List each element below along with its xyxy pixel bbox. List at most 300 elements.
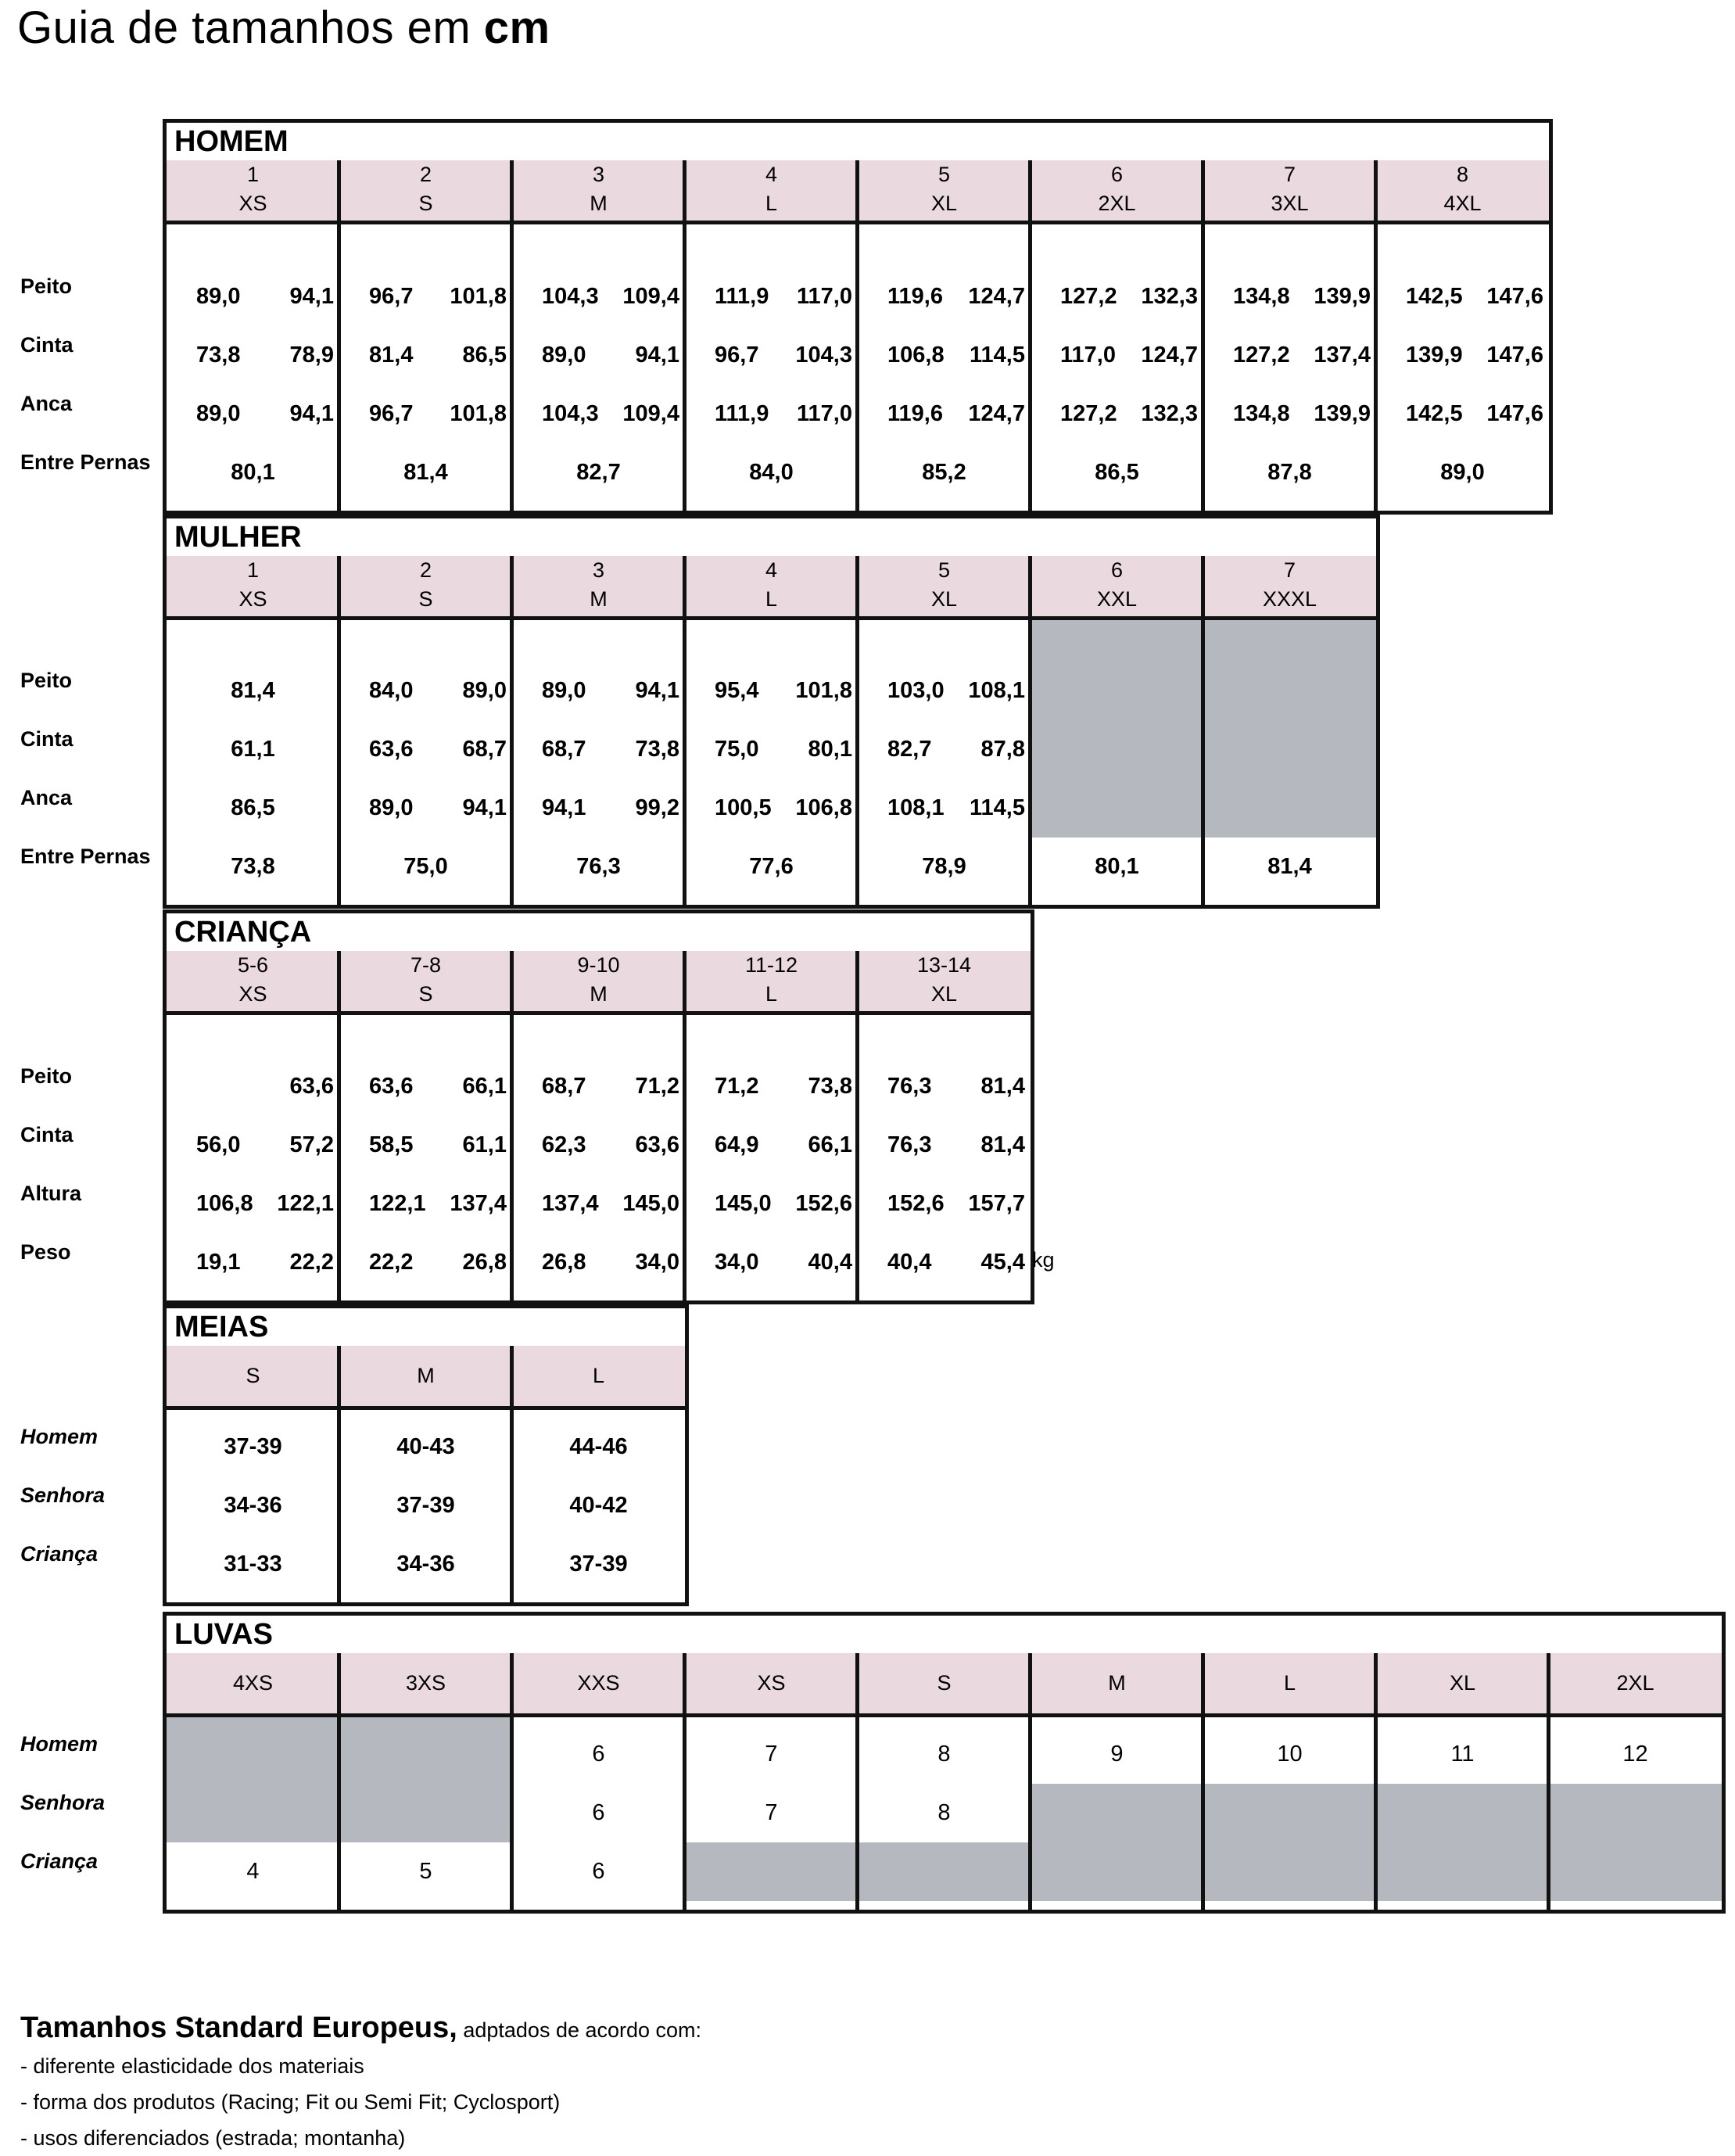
size-header-cell [685, 556, 858, 616]
size-header-cell: S [246, 1364, 260, 1387]
size-value-max: 147,6 [1486, 343, 1543, 368]
size-value-max: 81,4 [980, 1132, 1025, 1157]
size-value: 61,1 [231, 737, 275, 762]
size-value: 7 [765, 1800, 778, 1825]
size-header-cell: 4XS [232, 1671, 274, 1695]
size-header-cell [858, 951, 1031, 1011]
size-header-cell: XXS [577, 1671, 620, 1695]
size-value-min: 40,4 [887, 1250, 932, 1275]
meias-size-header [167, 1346, 685, 1410]
size-value-min: 100,5 [715, 795, 772, 820]
size-value: 80,1 [231, 460, 275, 485]
size-header-cell [339, 556, 512, 616]
size-value-max: 124,7 [968, 401, 1025, 426]
size-value-min: 82,7 [887, 737, 932, 762]
size-header-cell [858, 160, 1031, 221]
size-value-min: 127,2 [1060, 284, 1117, 309]
unavailable-cell [167, 1784, 339, 1842]
size-value: 81,4 [403, 460, 448, 485]
unavailable-cell [339, 1717, 512, 1784]
size-value-min: 142,5 [1406, 401, 1463, 426]
size-value-max: 104,3 [795, 343, 852, 368]
size-number: 1 [246, 163, 260, 186]
size-value: 6 [592, 1742, 605, 1767]
size-value-min: 89,0 [369, 795, 414, 820]
size-value-max: 132,3 [1141, 401, 1198, 426]
unavailable-cell [1203, 779, 1376, 838]
column-divider [1201, 160, 1205, 511]
size-header-cell: XL [1449, 1671, 1476, 1695]
size-value-max: 132,3 [1141, 284, 1198, 309]
size-value: 6 [592, 1859, 605, 1884]
size-value-max: 139,9 [1314, 284, 1371, 309]
unavailable-cell [858, 1842, 1031, 1901]
size-header-cell [1203, 556, 1376, 616]
size-number: 9-10 [577, 953, 620, 977]
size-header-cell [339, 160, 512, 221]
size-number: 7 [1283, 163, 1296, 186]
size-value-max: 66,1 [462, 1074, 507, 1099]
size-value: 5 [419, 1859, 432, 1884]
size-value: 40-43 [396, 1434, 455, 1459]
size-value-min: 62,3 [542, 1132, 586, 1157]
size-value: 77,6 [749, 854, 794, 879]
mulher-table [163, 515, 1380, 909]
size-value-min: 96,7 [369, 401, 414, 426]
size-value-min: 152,6 [887, 1191, 945, 1216]
size-header-cell [1031, 556, 1203, 616]
size-value-min: 134,8 [1233, 284, 1290, 309]
unavailable-cell [1203, 720, 1376, 779]
unavailable-cell [1031, 620, 1203, 720]
size-number: 3 [592, 163, 605, 186]
mulher-table-title: MULHER [174, 521, 302, 554]
mulher-size-header [167, 556, 1376, 620]
size-value-max: 94,1 [462, 795, 507, 820]
size-letter: XXL [1096, 587, 1138, 611]
size-value-max: 68,7 [462, 737, 507, 762]
size-value-min: 103,0 [887, 678, 945, 703]
size-value-max: 99,2 [635, 795, 679, 820]
size-value: 4 [246, 1859, 260, 1884]
size-value-max: 109,4 [622, 284, 679, 309]
size-value-max: 101,8 [795, 678, 852, 703]
size-value-min: 84,0 [369, 678, 414, 703]
size-value: 7 [765, 1742, 778, 1767]
column-divider [1374, 160, 1378, 511]
size-number: 2 [419, 163, 432, 186]
size-value-min: 34,0 [715, 1250, 759, 1275]
size-header-cell [1203, 160, 1376, 221]
size-value: 86,5 [1095, 460, 1139, 485]
size-letter: XL [930, 192, 958, 215]
column-divider [855, 1653, 859, 1910]
size-value-min: 68,7 [542, 1074, 586, 1099]
row-label: Altura [20, 1182, 82, 1205]
size-value-min: 96,7 [715, 343, 759, 368]
size-value-max: 34,0 [635, 1250, 679, 1275]
size-header-cell: M [417, 1364, 435, 1387]
size-value-min: 26,8 [542, 1250, 586, 1275]
size-value-min: 63,6 [369, 737, 414, 762]
size-number: 7-8 [410, 953, 442, 977]
size-value: 31-33 [224, 1552, 282, 1577]
size-value-max: 114,5 [970, 795, 1025, 820]
size-value: 80,1 [1095, 854, 1139, 879]
size-value-min: 22,2 [369, 1250, 414, 1275]
size-value-max: 87,8 [980, 737, 1025, 762]
size-value-max: 152,6 [795, 1191, 852, 1216]
luvas-table-title: LUVAS [174, 1618, 273, 1651]
size-header-cell [685, 160, 858, 221]
size-header-cell: S [937, 1671, 952, 1695]
unavailable-cell [1031, 1842, 1203, 1901]
size-value-max: 124,7 [1141, 343, 1198, 368]
meias-table [163, 1304, 689, 1606]
size-value-min: 127,2 [1233, 343, 1290, 368]
size-value-min: 95,4 [715, 678, 759, 703]
size-value-min: 134,8 [1233, 401, 1290, 426]
column-divider [1547, 1653, 1550, 1910]
size-value: 73,8 [231, 854, 275, 879]
size-value-max: 89,0 [462, 678, 507, 703]
size-letter: S [418, 587, 433, 611]
row-label: Criança [20, 1542, 99, 1566]
column-divider [855, 160, 859, 511]
size-number: 2 [419, 558, 432, 582]
size-value: 44-46 [569, 1434, 628, 1459]
page-title-text: Guia de tamanhos em [17, 2, 471, 53]
size-value-max: 94,1 [635, 678, 679, 703]
size-value-min: 89,0 [542, 343, 586, 368]
size-value: 8 [937, 1742, 951, 1767]
footer-line: - forma dos produtos (Racing; Fit ou Semi Fit; Cyclosport) [20, 2090, 561, 2114]
size-value-min: 75,0 [715, 737, 759, 762]
size-value-min: 89,0 [542, 678, 586, 703]
column-divider [510, 951, 514, 1300]
size-value-min: 19,1 [196, 1250, 241, 1275]
size-value-max: 137,4 [1314, 343, 1371, 368]
size-value-max: 63,6 [635, 1132, 679, 1157]
size-value: 9 [1110, 1742, 1124, 1767]
size-value-max: 124,7 [968, 284, 1025, 309]
unavailable-cell [1031, 779, 1203, 838]
footer-heading-rest: adptados de acordo com: [457, 2018, 702, 2042]
size-number: 5 [937, 163, 951, 186]
size-value-max: 101,8 [450, 284, 507, 309]
size-letter: M [590, 192, 608, 215]
meias-table-title: MEIAS [174, 1311, 269, 1343]
size-header-cell [512, 951, 685, 1011]
column-divider [1374, 1653, 1378, 1910]
size-letter: 2XL [1098, 192, 1136, 215]
size-value-max: 145,0 [622, 1191, 679, 1216]
size-value: 87,8 [1267, 460, 1312, 485]
size-value: 11 [1450, 1742, 1475, 1767]
size-letter: XS [238, 192, 267, 215]
size-letter: XS [238, 982, 267, 1006]
size-value: 85,2 [922, 460, 966, 485]
size-value-max: 94,1 [635, 343, 679, 368]
luvas-table [163, 1612, 1726, 1914]
luvas-size-header [167, 1653, 1722, 1717]
size-letter: XL [930, 587, 958, 611]
footer-heading: Tamanhos Standard Europeus, [20, 2011, 457, 2044]
size-value-max: 157,7 [968, 1191, 1025, 1216]
unavailable-cell [1203, 1784, 1376, 1842]
size-value-min: 111,9 [715, 401, 769, 426]
size-value-min: 73,8 [196, 343, 241, 368]
size-letter: 3XL [1271, 192, 1309, 215]
column-divider [337, 951, 341, 1300]
size-header-cell: 3XS [405, 1671, 446, 1695]
homem-table-title: HOMEM [174, 125, 289, 158]
size-value-min: 142,5 [1406, 284, 1463, 309]
size-value-max: 101,8 [450, 401, 507, 426]
size-number: 5-6 [237, 953, 269, 977]
size-value: 81,4 [231, 678, 275, 703]
size-value: 6 [592, 1800, 605, 1825]
size-letter: XL [930, 982, 958, 1006]
size-value-max: 106,8 [795, 795, 852, 820]
row-label: Peito [20, 669, 73, 692]
size-header-cell [512, 556, 685, 616]
column-divider [1201, 1653, 1205, 1910]
size-header-cell: XS [757, 1671, 786, 1695]
size-header-cell: 2XL [1616, 1671, 1654, 1695]
unavailable-cell [685, 1842, 858, 1901]
footer-line: - diferente elasticidade dos materiais [20, 2054, 364, 2078]
size-number: 5 [937, 558, 951, 582]
size-number: 1 [246, 558, 260, 582]
size-value-min: 56,0 [196, 1132, 241, 1157]
size-header-cell [858, 556, 1031, 616]
row-label: Homem [20, 1732, 99, 1756]
footer-line: - usos diferenciados (estrada; montanha) [20, 2126, 406, 2150]
column-divider [683, 160, 686, 511]
size-header-cell [167, 556, 339, 616]
size-header-cell [167, 951, 339, 1011]
size-letter: XS [238, 587, 267, 611]
size-header-cell: L [592, 1364, 605, 1387]
column-divider [510, 160, 514, 511]
size-value-min: 139,9 [1406, 343, 1463, 368]
size-value-max: 78,9 [289, 343, 334, 368]
crianca-size-header [167, 951, 1031, 1015]
size-header-cell [339, 951, 512, 1011]
size-value: 86,5 [231, 795, 275, 820]
size-value: 37-39 [224, 1434, 282, 1459]
size-number: 3 [592, 558, 605, 582]
row-label: Senhora [20, 1791, 106, 1814]
size-letter: L [765, 587, 778, 611]
size-value-max: 66,1 [808, 1132, 852, 1157]
size-value: 37-39 [396, 1493, 455, 1518]
homem-table [163, 119, 1553, 515]
size-value: 89,0 [1440, 460, 1485, 485]
crianca-title-row [167, 913, 1031, 955]
size-value-max: 94,1 [289, 284, 334, 309]
size-value-min: 68,7 [542, 737, 586, 762]
size-value: 40-42 [569, 1493, 628, 1518]
size-number: 4 [765, 558, 778, 582]
unavailable-cell [1549, 1842, 1722, 1901]
column-divider [683, 556, 686, 905]
size-value-min: 94,1 [542, 795, 586, 820]
row-label: Senhora [20, 1483, 106, 1507]
size-value-max: 73,8 [808, 1074, 852, 1099]
size-value-min: 64,9 [715, 1132, 759, 1157]
size-value-max: 86,5 [462, 343, 507, 368]
size-number: 13-14 [916, 953, 972, 977]
size-value-min: 58,5 [369, 1132, 414, 1157]
size-value-max: 114,5 [970, 343, 1025, 368]
size-value-min: 71,2 [715, 1074, 759, 1099]
size-header-cell [1031, 160, 1203, 221]
row-label: Peito [20, 1064, 73, 1088]
size-value: 82,7 [576, 460, 621, 485]
size-value-max: 122,1 [277, 1191, 334, 1216]
size-letter: S [418, 982, 433, 1006]
homem-title-row [167, 123, 1549, 164]
unavailable-cell [1031, 1784, 1203, 1842]
size-value-max: 81,4 [980, 1074, 1025, 1099]
crianca-table-title: CRIANÇA [174, 916, 312, 949]
size-letter: M [590, 587, 608, 611]
column-divider [1201, 556, 1205, 905]
size-value: 34-36 [224, 1493, 282, 1518]
size-value: 12 [1622, 1742, 1648, 1767]
size-value: 81,4 [1267, 854, 1312, 879]
size-value-min: 106,8 [196, 1191, 253, 1216]
row-label: Criança [20, 1849, 99, 1873]
mulher-title-row [167, 518, 1376, 560]
size-value-max: 73,8 [635, 737, 679, 762]
size-value-max: 147,6 [1486, 284, 1543, 309]
size-value-min: 127,2 [1060, 401, 1117, 426]
size-value-min: 145,0 [715, 1191, 772, 1216]
row-label: Cinta [20, 333, 73, 357]
column-divider [337, 556, 341, 905]
size-number: 11-12 [744, 953, 798, 977]
unit-kg-label: kg [1032, 1248, 1055, 1272]
size-letter: M [590, 982, 608, 1006]
size-value-min: 108,1 [887, 795, 945, 820]
size-value-min: 81,4 [369, 343, 414, 368]
size-value-max: 109,4 [622, 401, 679, 426]
unavailable-cell [1203, 620, 1376, 720]
size-value-min: 89,0 [196, 284, 241, 309]
row-label: Anca [20, 786, 73, 809]
size-value-max: 61,1 [462, 1132, 507, 1157]
size-letter: S [418, 192, 433, 215]
size-value-min: 96,7 [369, 284, 414, 309]
size-value-max: 147,6 [1486, 401, 1543, 426]
row-label: Homem [20, 1425, 99, 1448]
row-label: Anca [20, 392, 73, 415]
size-header-cell [685, 951, 858, 1011]
size-number: 7 [1283, 558, 1296, 582]
size-value-min: 119,6 [887, 401, 943, 426]
size-value: 75,0 [403, 854, 448, 879]
size-value-max: 63,6 [289, 1074, 334, 1099]
size-value-min: 106,8 [887, 343, 945, 368]
size-value-min: 104,3 [542, 401, 599, 426]
row-label: Cinta [20, 1123, 73, 1146]
column-divider [1028, 556, 1032, 905]
size-value-min: 76,3 [887, 1132, 932, 1157]
column-divider [855, 556, 859, 905]
row-label: Peso [20, 1240, 71, 1264]
column-divider [1028, 160, 1032, 511]
size-value-max: 137,4 [450, 1191, 507, 1216]
size-value-max: 108,1 [968, 678, 1025, 703]
size-value-min: 122,1 [369, 1191, 426, 1216]
unavailable-cell [1376, 1842, 1549, 1901]
column-divider [1028, 1653, 1032, 1910]
size-value: 34-36 [396, 1552, 455, 1577]
size-value-max: 117,0 [797, 401, 852, 426]
size-value-max: 40,4 [808, 1250, 852, 1275]
page-title [17, 2, 550, 54]
size-value-max: 71,2 [635, 1074, 679, 1099]
size-letter: L [765, 192, 778, 215]
column-divider [337, 160, 341, 511]
row-label: Peito [20, 274, 73, 298]
size-header-cell [512, 160, 685, 221]
row-label: Entre Pernas [20, 845, 151, 868]
size-value-min: 63,6 [369, 1074, 414, 1099]
size-value-max: 117,0 [797, 284, 852, 309]
size-value-min: 76,3 [887, 1074, 932, 1099]
crianca-table [163, 909, 1034, 1304]
size-value: 8 [937, 1800, 951, 1825]
unavailable-cell [1376, 1784, 1549, 1842]
size-number: 6 [1110, 163, 1124, 186]
size-number: 4 [765, 163, 778, 186]
size-value-min: 89,0 [196, 401, 241, 426]
column-divider [510, 556, 514, 905]
size-value-max: 94,1 [289, 401, 334, 426]
size-header-cell [167, 160, 339, 221]
column-divider [855, 951, 859, 1300]
size-letter: L [765, 982, 778, 1006]
row-label: Entre Pernas [20, 450, 151, 474]
size-value-max: 45,4 [980, 1250, 1025, 1275]
row-label: Cinta [20, 727, 73, 751]
size-value: 84,0 [749, 460, 794, 485]
size-header-cell: M [1108, 1671, 1126, 1695]
size-value-min: 117,0 [1060, 343, 1116, 368]
unavailable-cell [1031, 720, 1203, 779]
size-value-min: 111,9 [715, 284, 769, 309]
size-number: 6 [1110, 558, 1124, 582]
page-title-unit: cm [483, 2, 550, 53]
size-number: 8 [1456, 163, 1469, 186]
size-value: 78,9 [922, 854, 966, 879]
size-letter: 4XL [1443, 192, 1482, 215]
column-divider [683, 951, 686, 1300]
size-value-max: 57,2 [289, 1132, 334, 1157]
size-letter: XXXL [1262, 587, 1317, 611]
size-value-min: 119,6 [887, 284, 943, 309]
footer-notes [20, 2010, 701, 2156]
size-value-max: 80,1 [808, 737, 852, 762]
unavailable-cell [1549, 1784, 1722, 1842]
size-value-max: 139,9 [1314, 401, 1371, 426]
size-value-min: 104,3 [542, 284, 599, 309]
unavailable-cell [1203, 1842, 1376, 1901]
